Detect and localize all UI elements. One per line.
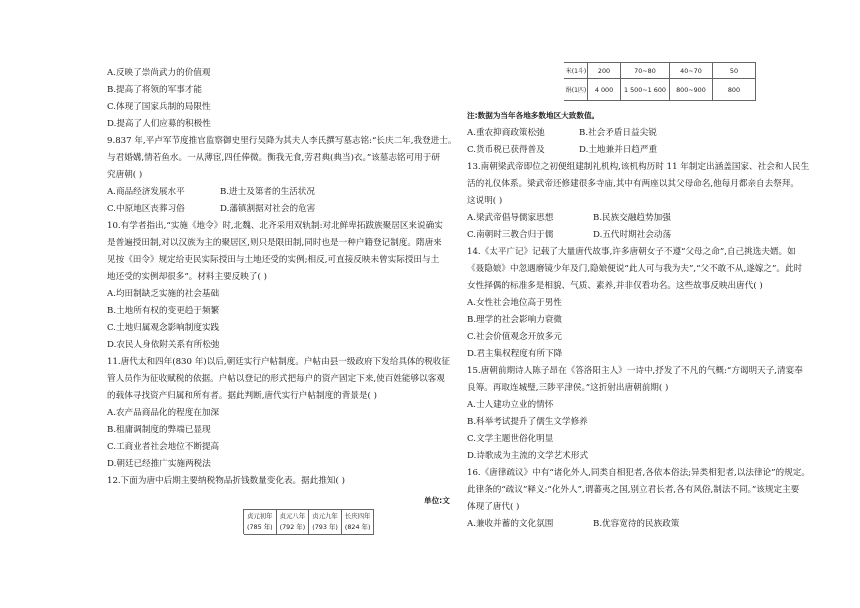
q11-option-b: B.租庸调制度的弊端已显现 [107, 425, 211, 435]
q10-stem-line-1: 10.有学者指出,“实施《地令》时,北魏、北齐采用双轨制:对北鲜卑拓跋族聚居区来说确实 [107, 221, 443, 231]
table-header-cell: 长庆四年 (824 年) [341, 510, 374, 535]
q12-table-header [204, 509, 374, 535]
q16-stem-line-2: 此律条的“疏议”释义:“化外人”,谓蕃夷之国,别立君长者,各有风俗,制法不同。”该规定主要 [467, 485, 800, 495]
table-row-label: 米(1斗) [565, 63, 588, 79]
q9-option-d: D.藩镇割据对社会的危害 [220, 204, 316, 214]
q15-option-a: A.士人建功立业的情怀 [467, 400, 554, 410]
q15-option-b: B.科举考试提升了儒生文学修养 [467, 417, 588, 427]
q10-option-c: C.土地归属观念影响制度实践 [107, 323, 220, 333]
q14-stem-line-1: 14.《太平广记》记载了大量唐代故事,许多唐朝女子不遵“父母之命”,自己挑选夫婿。如 [467, 247, 796, 257]
q13-stem-line-3: 这说明( ) [467, 196, 503, 206]
q16-option-b: B.优容宽待的民族政策 [593, 519, 680, 529]
q13-option-d: D.五代时期社会动荡 [593, 230, 672, 240]
q12-option-d: D.土地兼并日趋严重 [579, 145, 658, 155]
q11-option-a: A.农产品商品化的程度在加深 [107, 408, 220, 418]
table-corner-cell [205, 510, 244, 535]
q12-option-b: B.社会矛盾日益尖锐 [579, 128, 657, 138]
q15-stem-line-2: 良筹。再取连城璧,三陟平津侯。”这折射出唐朝前期( ) [467, 383, 669, 393]
q14-option-c: C.社会价值观念开放多元 [467, 332, 562, 342]
q12-table-body [564, 62, 756, 101]
table-row-label: 绢(1匹) [565, 79, 588, 101]
q9-stem-line-1: 9.837 年,平卢军节度推官监察御史里行吴降为其夫人李氏撰写墓志铭:“长庆二年,我登进士。 [107, 136, 457, 146]
q11-stem-line-2: 管人员作为征收赋税的依据。户帖以登记的形式把每户的资产固定下来,使百姓能够以客观 [107, 374, 445, 384]
table-cell: 1 500~1 600 [621, 79, 670, 101]
q11-option-d: D.朝廷已经推广实施两税法 [107, 459, 211, 469]
table-cell: 40~70 [669, 63, 712, 79]
q9-stem-line-3: 究唐朝( ) [107, 170, 143, 180]
q13-option-c: C.南朝时三教合归于儒 [467, 230, 554, 240]
q8-option-a: A.反映了崇尚武力的价值观 [107, 68, 211, 78]
q8-option-c: C.体现了国家兵制的局限性 [107, 102, 211, 112]
q10-option-d: D.农民人身依附关系有所松弛 [107, 340, 220, 350]
table-note: 注:数据为当年各地多数地区大致数值。 [467, 111, 600, 120]
q16-stem-line-3: 体现了唐代( ) [467, 502, 520, 512]
q12-option-c: C.货币税已获得普及 [467, 145, 545, 155]
q12-unit: 单位:文 [424, 496, 450, 505]
q14-option-d: D.君主集权程度有所下降 [467, 349, 563, 359]
q14-option-a: A.女性社会地位高于男性 [467, 298, 562, 308]
q11-stem-line-3: 的载体寻找资产归属和所有者。据此判断,唐代实行户帖制度的背景是( ) [107, 391, 377, 401]
q11-stem-line-1: 11.唐代太和四年(830 年)以后,朝廷实行户帖制度。户帖由县一级政府下发给具体的税收征 [107, 357, 451, 367]
table-header-cell: 贞元初年 (785 年) [244, 510, 277, 535]
q10-option-b: B.土地所有权的变更趋于频繁 [107, 306, 220, 316]
q14-stem-line-3: 女性择偶的标准多是相貌、气质、素养,并非仅看功名。这些故事反映出唐代( ) [467, 281, 763, 291]
q9-option-c: C.中原地区丧葬习俗 [107, 204, 185, 214]
q14-stem-line-2: 《聂隐娘》中忽遇磨镜少年及门,隐娘便说“此人可与我为夫”,“父不敢不从,遂嫁之”。此时 [467, 264, 803, 274]
table-cell: 50 [712, 63, 755, 79]
q14-option-b: B.理学的社会影响力衰微 [467, 315, 562, 325]
q13-stem-line-2: 活的礼仪体系。梁武帝还修建很多寺庙,其中有两座以其父母命名,他每月都亲自去祭拜。 [467, 179, 800, 189]
q16-stem-line-1: 16.《唐律疏议》中有“诸化外人,同类自相犯者,各依本俗法;异类相犯者,以法律论”的规定。 [467, 468, 810, 478]
q13-option-a: A.梁武帝倡导儒家思想 [467, 213, 554, 223]
table-cell: 800 [712, 79, 755, 101]
q10-stem-line-2: 是普遍授田制,对以汉族为主的聚居区,则只是限田制,同时也是一种户籍登记制度。隋唐来 [107, 238, 442, 248]
q9-stem-line-2: 与君婚媾,情若鱼水。一从薄宦,四任俸微。衡我无食,劳君典(典当)衣。”该墓志铭可用于研 [107, 153, 440, 163]
q13-option-b: B.民族交融趋势加强 [593, 213, 671, 223]
q8-option-d: D.提高了人们应募的积极性 [107, 119, 211, 129]
table-header-cell: 贞元八年 (792 年) [276, 510, 309, 535]
q15-option-d: D.诗歌成为主流的文学艺术形式 [467, 451, 589, 461]
q12-option-a: A.重农抑商政策松弛 [467, 128, 545, 138]
q12-stem: 12.下面为唐中后期主要纳税物品折钱数量变化表。据此推知( ) [107, 476, 345, 486]
table-cell: 200 [588, 63, 621, 79]
q10-stem-line-3: 见按《田令》规定给吏民实际授田与土地还受的实例;相反,可直接反映未曾实际授田与土 [107, 255, 440, 265]
table-header-cell: 贞元九年 (793 年) [309, 510, 342, 535]
q10-stem-line-4: 地还受的实例却很多”。材料主要反映了( ) [107, 272, 267, 282]
q9-option-a: A.商品经济发展水平 [107, 187, 185, 197]
q10-option-a: A.均田制缺乏实施的社会基础 [107, 289, 220, 299]
table-cell: 800~900 [669, 79, 712, 101]
q15-option-c: C.文学主题世俗化明显 [467, 434, 554, 444]
q16-option-a: A.兼收并蓄的文化氛围 [467, 519, 554, 529]
q9-option-b: B.进士及第者的生活状况 [220, 187, 315, 197]
q13-stem-line-1: 13.南朝梁武帝即位之初便组建制礼机构,该机构历时 11 年制定出涵盖国家、社会和人民生 [467, 162, 810, 172]
table-cell: 4 000 [588, 79, 621, 101]
q15-stem-line-1: 15.唐朝前期诗人陈子昂在《答洛阳主人》一诗中,抒发了不凡的气概:“方谒明天子,清宴奉 [467, 366, 803, 376]
q8-option-b: B.提高了将领的军事才能 [107, 85, 202, 95]
q11-option-c: C.工商业者社会地位不断提高 [107, 442, 220, 452]
table-cell: 70~80 [621, 63, 670, 79]
